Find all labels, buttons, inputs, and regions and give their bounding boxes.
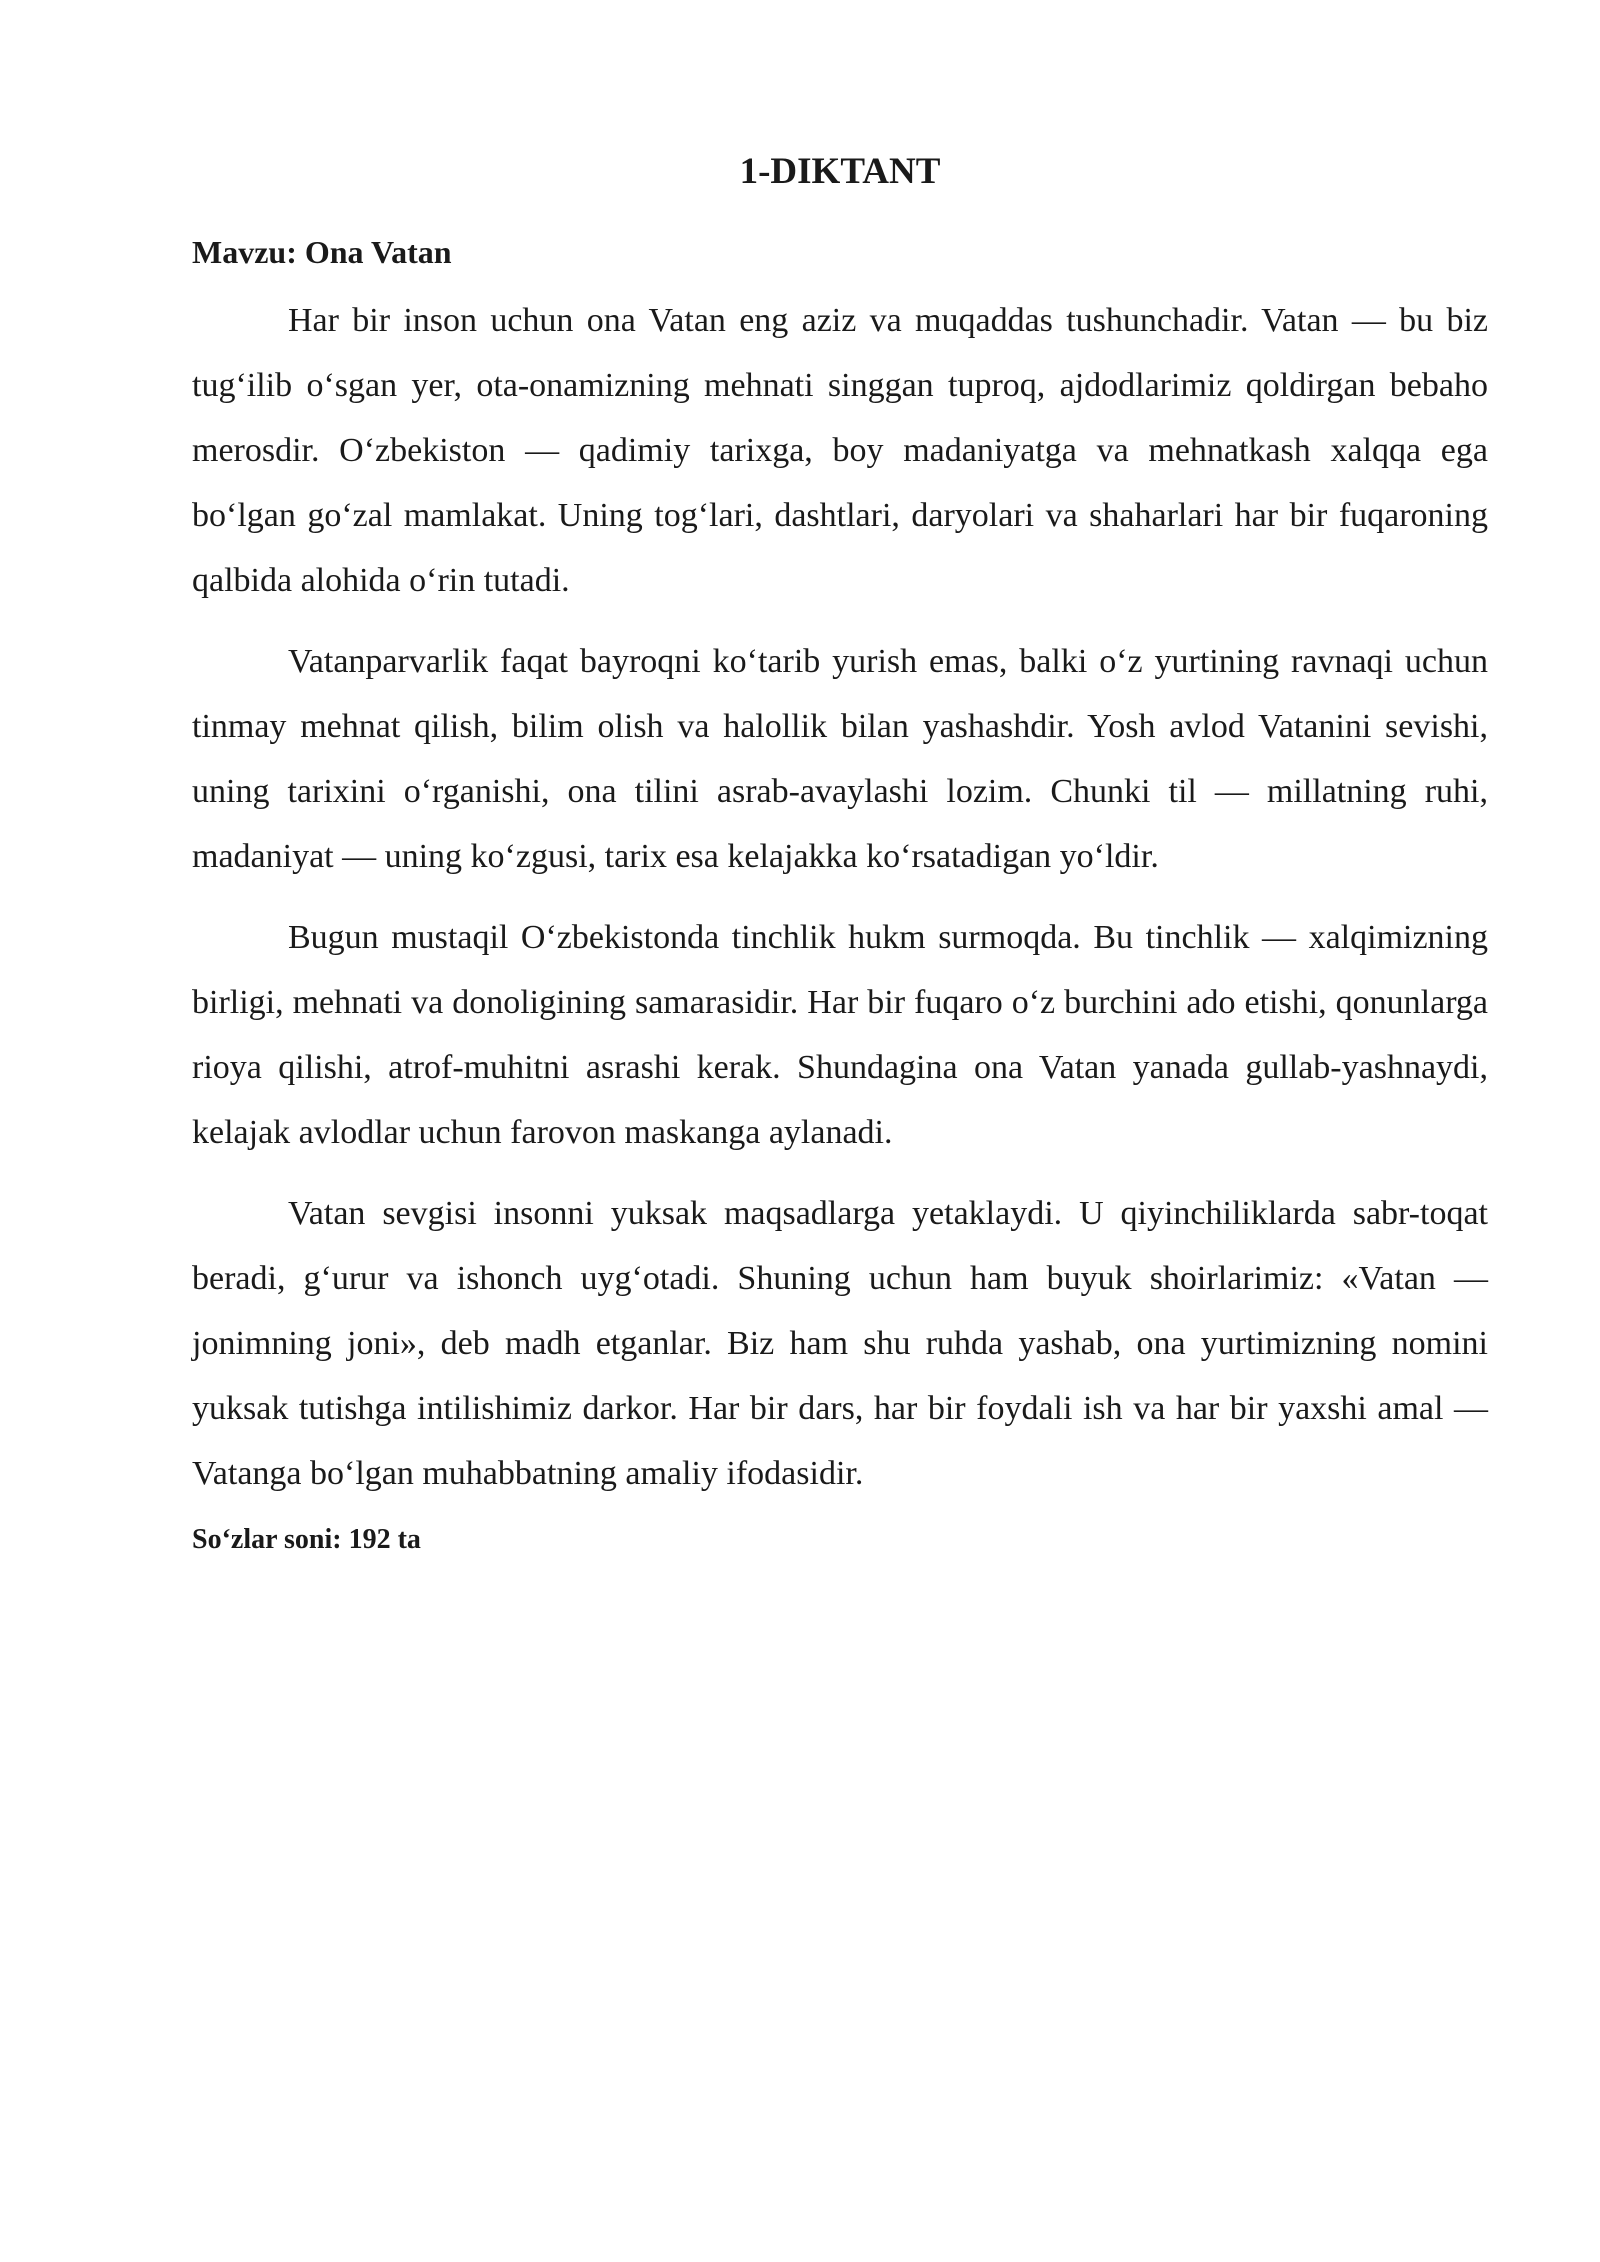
- paragraph-3: Bugun mustaqil O‘zbekistonda tinchlik hukm surmoqda. Bu tinchlik — xalqimizning birligi, mehnati va donoligining samarasidir. Har bir fuqaro o‘z burchini ado etishi, qonunlarga rioya qilishi, atrof-muhitni asrashi kerak. Shundagina ona Vatan yanada gullab-yashnaydi, kelajak avlodlar uchun farovon maskanga aylanadi.: [192, 919, 1488, 1151]
- document-title: 1-DIKTANT: [739, 151, 941, 192]
- paragraph-2: Vatanparvarlik faqat bayroqni ko‘tarib yurish emas, balki o‘z yurtining ravnaqi uchun tinmay mehnat qilish, bilim olish va halollik bilan yashashdir. Yosh avlod Vatanini sevishi, uning tarixini o‘rganishi, ona tilini asrab-avaylashi lozim. Chunki til — millatning ruhi, madaniyat — uning ko‘zgusi, tarix esa kelajakka ko‘rsatadigan yo‘ldir.: [192, 643, 1488, 875]
- paragraph-1: Har bir inson uchun ona Vatan eng aziz va muqaddas tushunchadir. Vatan — bu biz tug‘ilib o‘sgan yer, ota-onamizning mehnati singgan tuproq, ajdodlarimiz qoldirgan bebaho merosdir. O‘zbekiston — qadimiy tarixga, boy madaniyatga va mehnatkash xalqqa ega bo‘lgan go‘zal mamlakat. Uning tog‘lari, dashtlari, daryolari va shaharlari har bir fuqaroning qalbida alohida o‘rin tutadi.: [192, 302, 1488, 599]
- word-count: So‘zlar soni: 192 ta: [192, 1524, 421, 1555]
- paragraph-4: Vatan sevgisi insonni yuksak maqsadlarga yetaklaydi. U qiyinchiliklarda sabr-toqat beradi, g‘urur va ishonch uyg‘otadi. Shuning uchun ham buyuk shoirlarimiz: «Vatan — jonimning joni», deb madh etganlar. Biz ham shu ruhda yashab, ona yurtimizning nomini yuksak tutishga intilishimiz darkor. Har bir dars, har bir foydali ish va har bir yaxshi amal — Vatanga bo‘lgan muhabbatning amaliy ifodasidir.: [192, 1195, 1488, 1492]
- topic-line: Mavzu: Ona Vatan: [192, 234, 452, 270]
- document-page: [192, 150, 1488, 1558]
